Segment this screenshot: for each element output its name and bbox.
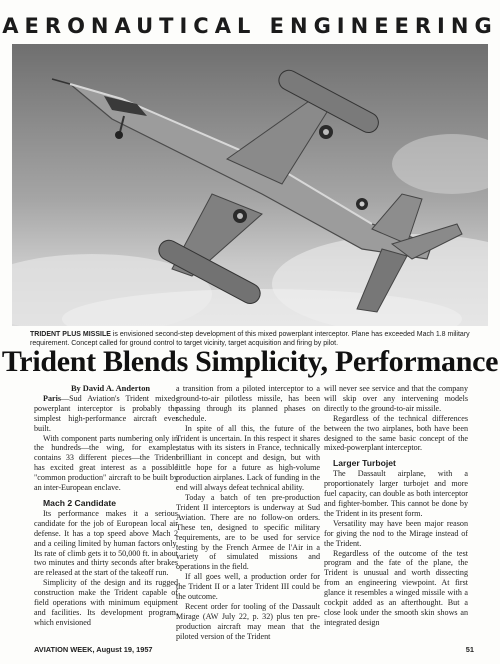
trident-aircraft-illustration [12,44,488,326]
article-headline: Trident Blends Simplicity, Performance [1,345,499,378]
paragraph: Its performance makes it a serious candidate for the job of European local air defense. It has a top speed above Mach 2 and a ceiling limited by human factors only. Its rate of climb gets it to 50,000 ft. in about two minutes and thirty seconds after brakes are released at the start of the takeoff run. [34,508,178,578]
paragraph [34,394,178,434]
article-column-1 [34,384,178,628]
paragraph-text: —Sud Aviation's Trident mixed-powerplant interceptor is probably the simplest high-performance aircraft ever built. [34,393,178,433]
paragraph: Versatility may have been major reason for giving the nod to the Mirage instead of the Trident. [324,518,468,548]
paragraph: The Dassault airplane, with a proportionately larger turbojet and more fuel capacity, can double as both interceptor and fighter-bomber. This cannot be done by the Trident in its present form. [324,469,468,518]
page-footer [34,645,474,654]
article-column-2 [176,384,320,642]
byline: By David A. Anderton [70,384,151,393]
paragraph: Today a batch of ten pre-production Trident II interceptors is underway at Sud Aviation. There are no follow-on orders. These ten, designed to specific military requirements, are to be used for service testing by the French Armee de l'Air in a variety of simulated missions and operations in the field. [176,492,320,572]
paragraph: With component parts numbering only in the hundreds—the wing, for example, contains 33 different pieces—the Trident has excited great interest as a possible "common production" aircraft to be built by an inter-European enclave. [34,433,178,493]
paragraph: Regardless of the technical differences between the two airplanes, both have been designed to the same basic concept of the mixed-powerplant interceptor. [324,413,468,453]
publication-info: AVIATION WEEK, August 19, 1957 [34,645,153,654]
paragraph: Simplicity of the design and its rugged construction make the Trident capable of field operations with minimum equipment and facilities. Its development program, which envisioned [34,578,178,627]
paragraph: If all goes well, a production order for the Trident II or a later Trident III could be the outcome. [176,572,320,602]
paragraph: a transition from a piloted interceptor to a ground-to-air pilotless missile, has been passing through its planned phases on schedule. [176,384,320,423]
paragraph: Recent order for tooling of the Dassault Mirage (AW July 22, p. 32) plus ten pre-production aircraft may mean that the piloted version of the Trident [176,601,320,641]
paragraph: will never see service and that the company will skip over any intervening models directly to the ground-to-air missile. [324,384,468,413]
subheading: Mach 2 Candidate [43,497,117,508]
caption-text: is envisioned second-step development of this mixed powerplant interceptor. Plane has exceeded Mach 1.8 military requirement. Concept called for ground control to target vicinity, target acquisition and firing by pilot. [30,331,470,347]
page-number: 51 [465,645,474,654]
aircraft-photo [12,44,488,326]
subheading: Larger Turbojet [333,458,396,469]
section-heading: AERONAUTICAL ENGINEERING [2,14,498,38]
paragraph: Regardless of the outcome of the test program and the fate of the plane, the Trident is unusual and worth dissecting from an engineering viewpoint. At first glance it resembles a winged missile with a cockpit added as an afterthought. But a close look under the smooth skin shows an integrated design [324,548,468,627]
dateline: Paris [43,393,61,403]
paragraph: In spite of all this, the future of the Trident is uncertain. In this respect it shares status with its sisters in France, technically brilliant in concept and design, but with little hope for a future as high-volume production airplanes. Lack of funding in the end will always defeat technical ability. [176,423,320,493]
caption-lead: TRIDENT PLUS MISSILE [30,331,111,338]
article-column-3 [324,384,468,628]
